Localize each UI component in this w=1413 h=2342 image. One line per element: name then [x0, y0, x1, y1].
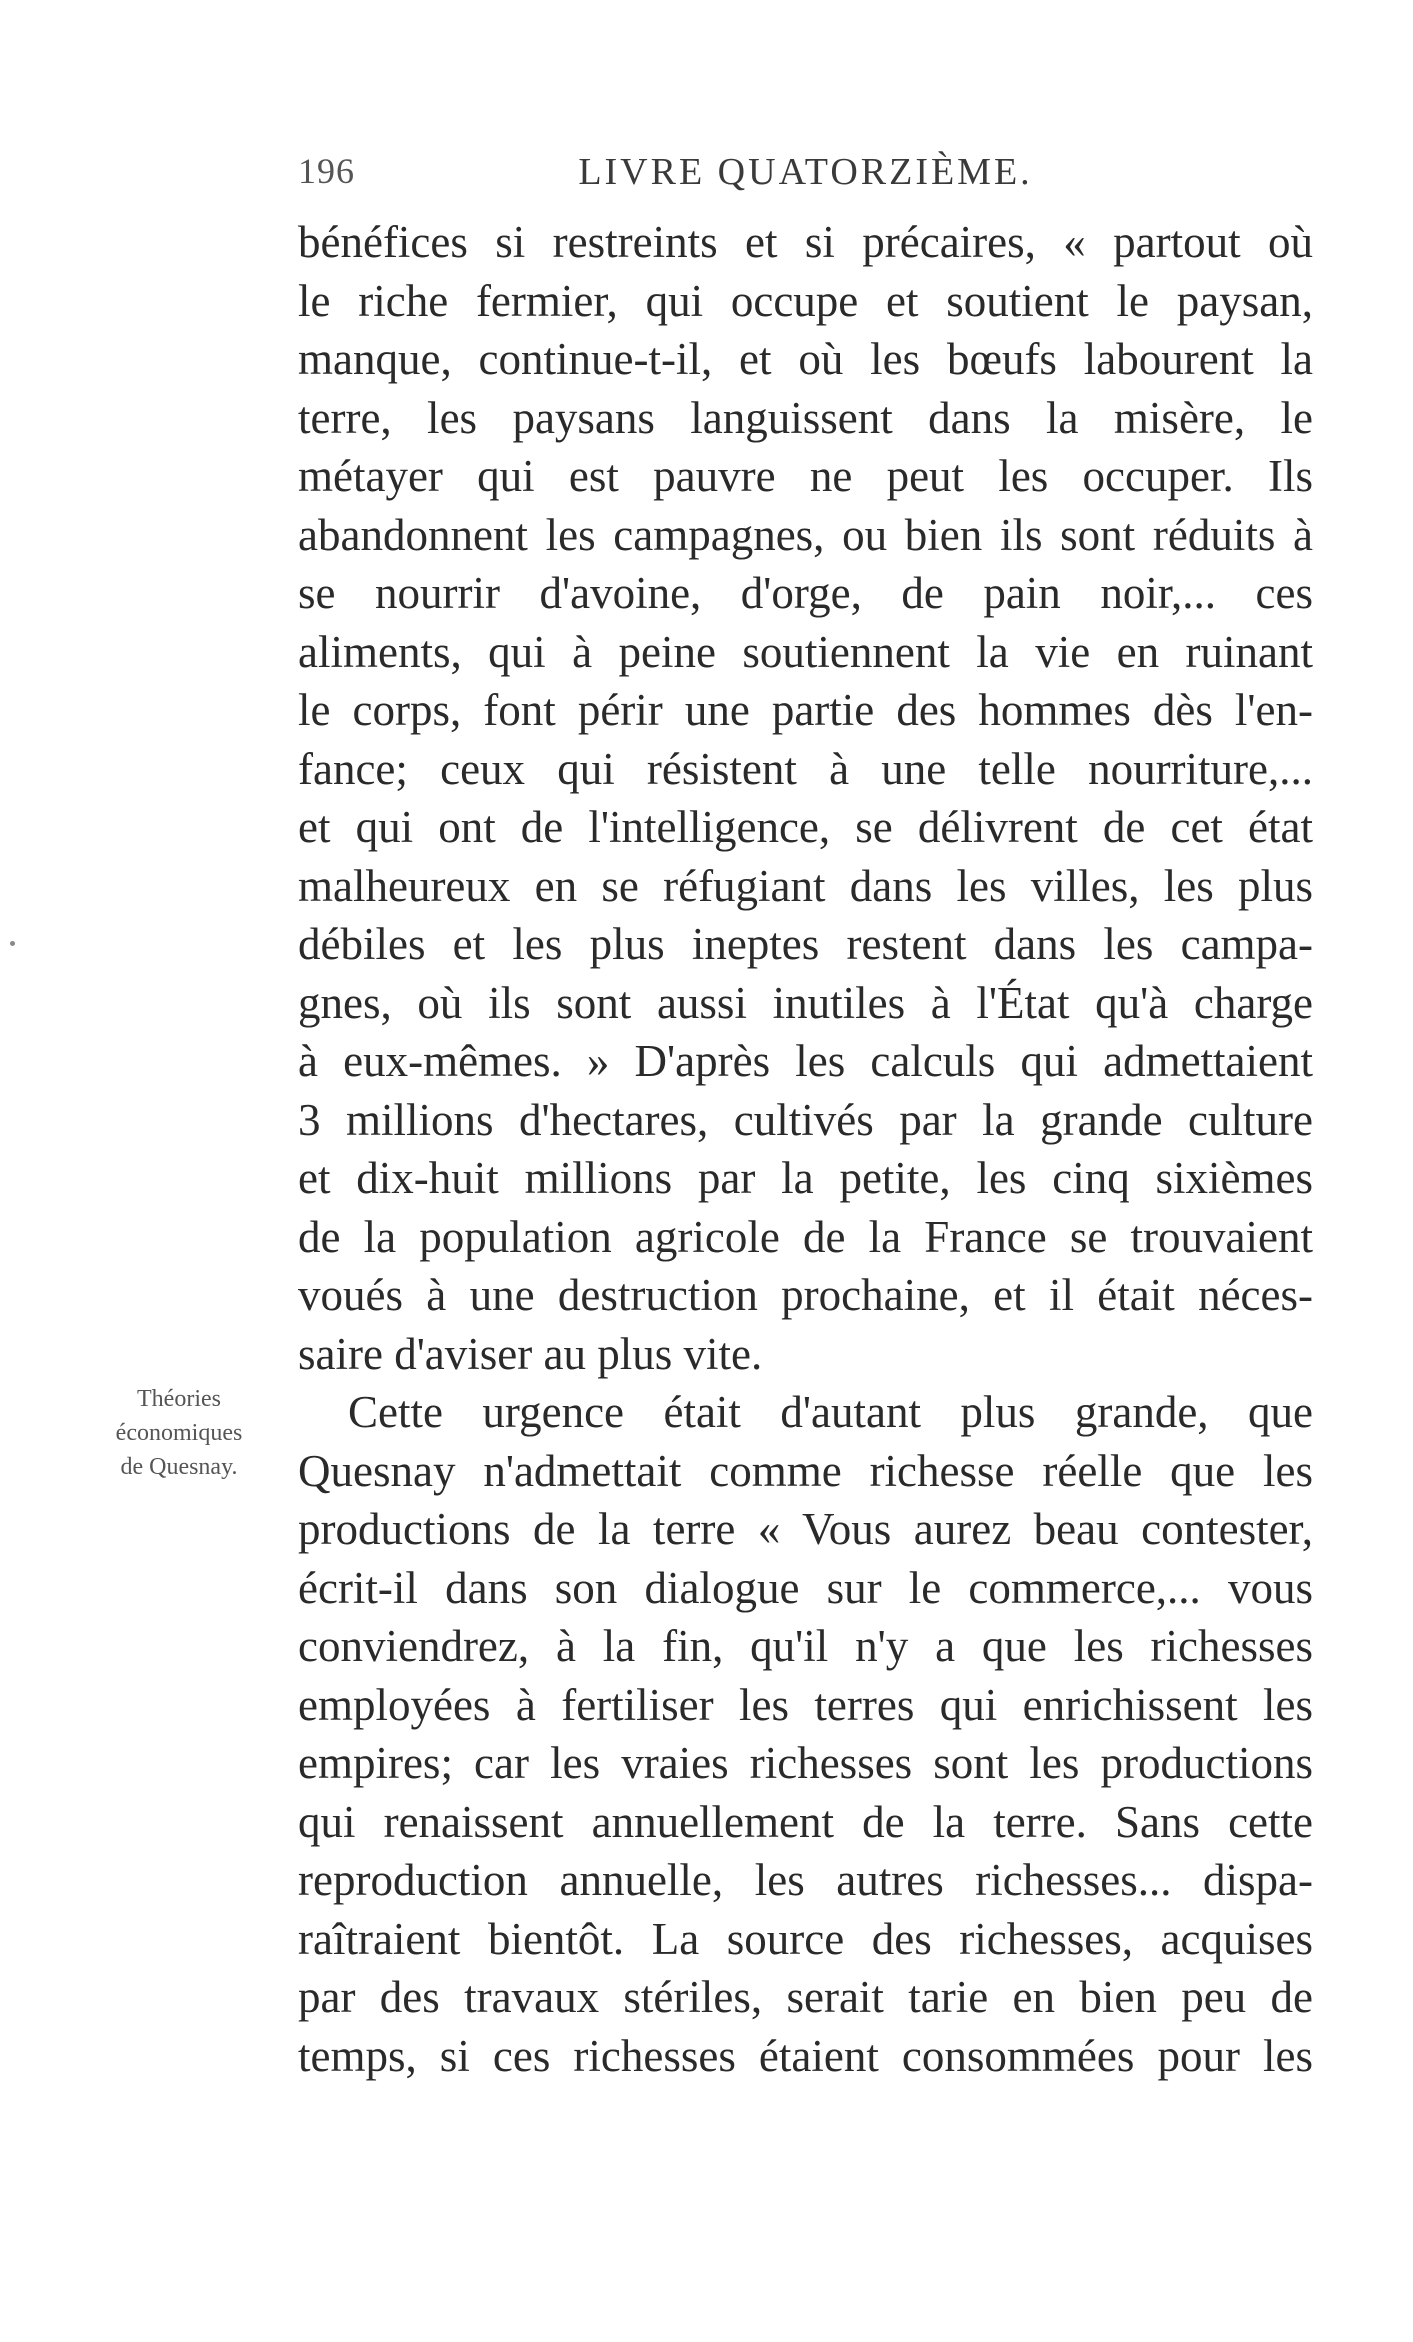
- text-line: 3 millions d'hectares, cultivés par la grande culture: [298, 1094, 1313, 1145]
- text-line: voués à une destruction prochaine, et il était néces-: [298, 1270, 1313, 1320]
- text-line: abandonnent les campagnes, ou bien ils sont réduits à: [298, 509, 1313, 560]
- body-text: [298, 213, 1313, 2085]
- text-line: reproduction annuelle, les autres richesses... dispa-: [298, 1855, 1313, 1905]
- text-line: bénéfices si restreints et si précaires, « partout où: [298, 217, 1313, 267]
- text-line: se nourrir d'avoine, d'orge, de pain noir,... ces: [298, 568, 1313, 618]
- margin-note-line: économiques: [115, 1420, 243, 1446]
- text-line: le riche fermier, qui occupe et soutient le paysan,: [298, 275, 1313, 326]
- text-line: productions de la terre « Vous aurez beau contester,: [298, 1504, 1313, 1554]
- text-line: Cette urgence était d'autant plus grande, que: [348, 1387, 1313, 1437]
- text-line: saire d'aviser au plus vite.: [298, 1328, 763, 1379]
- text-line: terre, les paysans languissent dans la misère, le: [298, 392, 1313, 443]
- margin-note: [84, 1382, 274, 1484]
- margin-note-line: Théories: [137, 1386, 221, 1412]
- text-line: conviendrez, à la fin, qu'il n'y a que les richesses: [298, 1621, 1313, 1671]
- text-line: gnes, où ils sont aussi inutiles à l'État qu'à charge: [298, 977, 1313, 1028]
- text-line: débiles et les plus ineptes restent dans les campa-: [298, 919, 1313, 969]
- text-line: employées à fertiliser les terres qui enrichissent les: [298, 1679, 1313, 1730]
- running-head: LIVRE QUATORZIÈME.: [578, 151, 1033, 193]
- text-line: qui renaissent annuellement de la terre. Sans cette: [298, 1796, 1313, 1847]
- text-line: malheureux en se réfugiant dans les villes, les plus: [298, 860, 1313, 911]
- text-line: et dix-huit millions par la petite, les cinq sixièmes: [298, 1153, 1313, 1203]
- text-line: à eux-mêmes. » D'après les calculs qui admettaient: [298, 1036, 1313, 1086]
- text-line: le corps, font périr une partie des hommes dès l'en-: [298, 685, 1313, 735]
- text-line: de la population agricole de la France se trouvaient: [298, 1211, 1313, 1262]
- text-line: et qui ont de l'intelligence, se délivrent de cet état: [298, 802, 1313, 852]
- text-line: fance; ceux qui résistent à une telle nourriture,...: [298, 743, 1313, 794]
- text-line: Quesnay n'admettait comme richesse réelle que les: [298, 1445, 1313, 1496]
- page-speck: [10, 941, 15, 946]
- page-number: 196: [298, 151, 355, 191]
- text-line: métayer qui est pauvre ne peut les occuper. Ils: [298, 451, 1313, 501]
- text-line: temps, si ces richesses étaient consommées pour les: [298, 2030, 1313, 2081]
- text-line: raîtraient bientôt. La source des richesses, acquises: [298, 1913, 1313, 1964]
- text-line: écrit-il dans son dialogue sur le commerce,... vous: [298, 1562, 1313, 1613]
- text-line: par des travaux stériles, serait tarie en bien peu de: [298, 1972, 1313, 2022]
- text-line: manque, continue-t-il, et où les bœufs labourent la: [298, 334, 1313, 384]
- page-header: [298, 150, 1313, 210]
- text-line: aliments, qui à peine soutiennent la vie en ruinant: [298, 626, 1313, 677]
- text-line: empires; car les vraies richesses sont les productions: [298, 1738, 1313, 1788]
- margin-note-line: de Quesnay.: [120, 1454, 238, 1480]
